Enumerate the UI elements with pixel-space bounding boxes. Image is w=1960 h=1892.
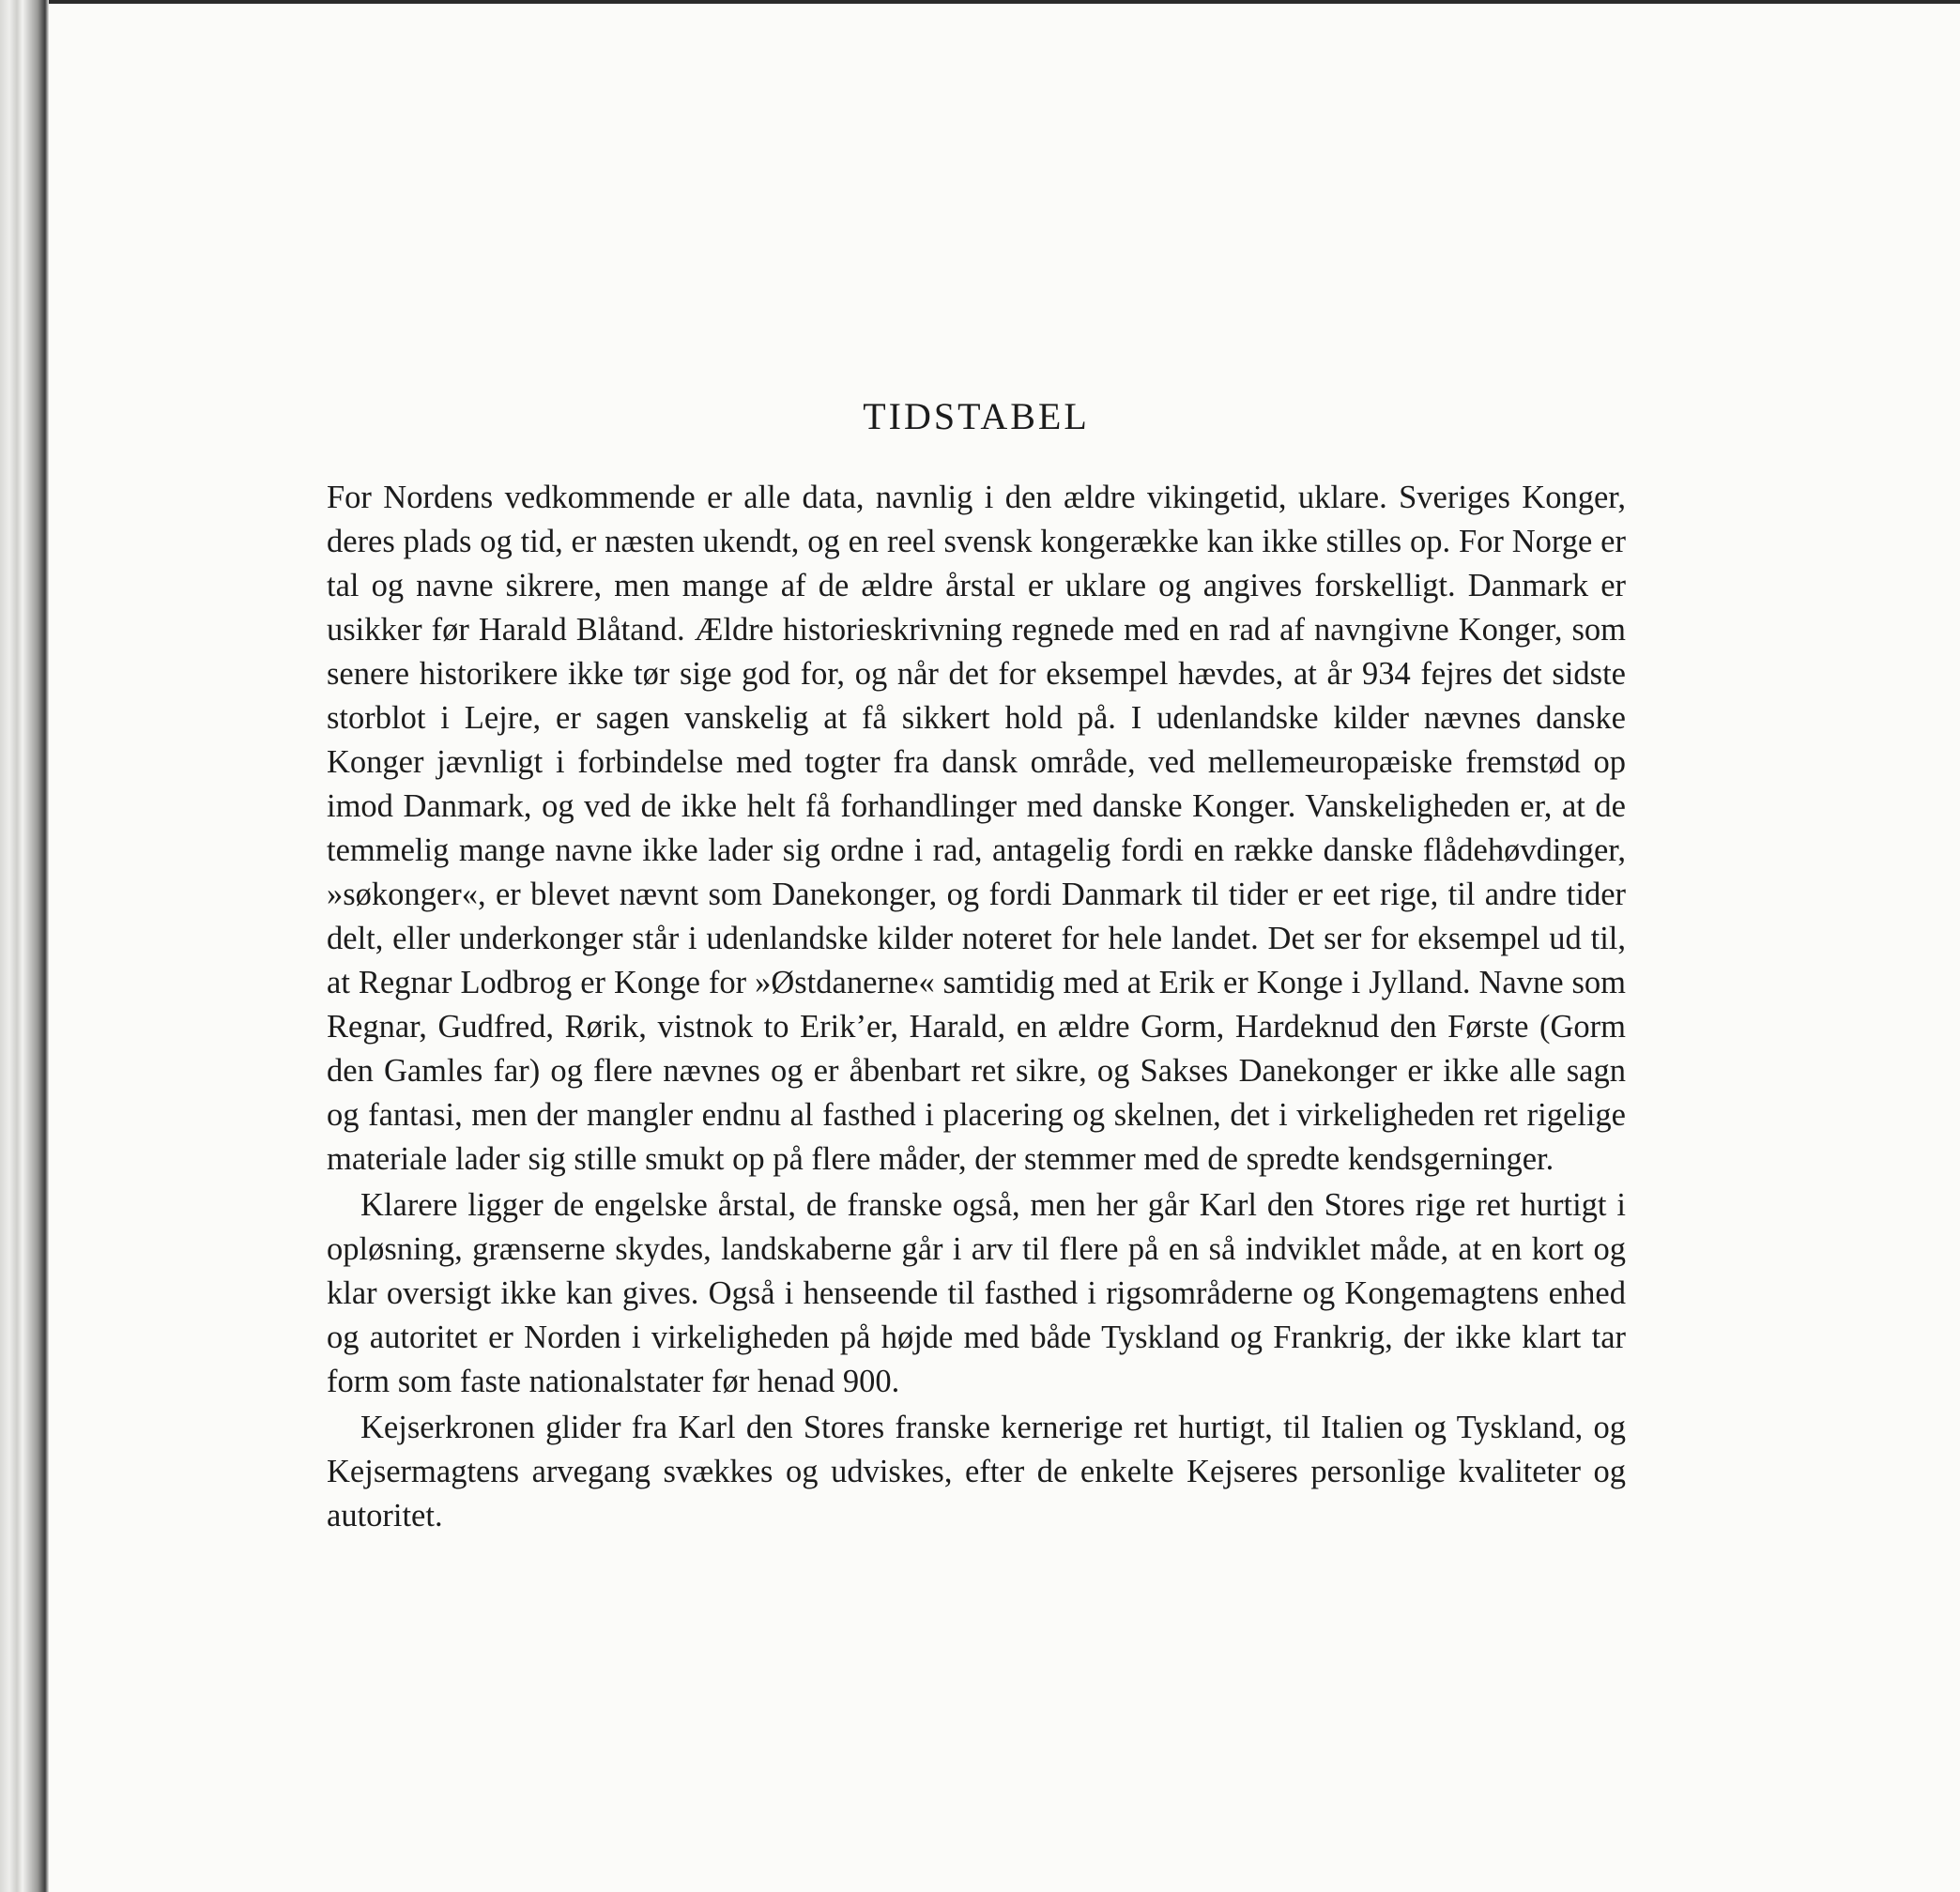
paragraph-1: For Nordens vedkommende er alle data, navnlig i den ældre vikingetid, uklare. Sveriges Konger, deres plads og tid, er næsten ukendt, og en reel svensk kongerække kan ikke stilles op. For Norge er tal og navne sikrere, men mange af de ældre årstal er uklare og angives forskelligt. Danmark er usikker før Harald Blåtand. Ældre historieskrivning regnede med en rad af navngivne Konger, som senere historikere ikke tør sige god for, og når det for eksempel hævdes, at år 934 fejres det sidste storblot i Lejre, er sagen vanskelig at få sikkert hold på. I udenlandske kilder nævnes danske Konger jævnligt i forbindelse med togter fra dansk område, ved mellemeuropæiske fremstød op imod Danmark, og ved de ikke helt få forhandlinger med danske Konger. Vanskeligheden er, at de temmelig mange navne ikke lader sig ordne i rad, antagelig fordi en række danske flådehøvdinger, »søkonger«, er blevet nævnt som Danekonger, og fordi Danmark til tider er eet rige, til andre tider delt, eller underkonger står i udenlandske kilder noteret for hele landet. Det ser for eksempel ud til, at Regnar Lodbrog er Konge for »Østdanerne« samtidig med at Erik er Konge i Jylland. Navne som Regnar, Gudfred, Rørik, vistnok to Erik’er, Harald, en ældre Gorm, Hardeknud den Første (Gorm den Gamles far) og flere nævnes og er åbenbart ret sikre, og Sakses Danekonger er ikke alle sagn og fantasi, men der mangler endnu al fasthed i placering og skelnen, det i virkeligheden ret rigelige materiale lader sig stille smukt op på flere måder, der stemmer med de spredte kendsgerninger. bbox=[327, 480, 1626, 1177]
paragraph-2: Klarere ligger de engelske årstal, de franske også, men her går Karl den Stores rige ret hurtigt i opløsning, grænserne skydes, landskaberne går i arv til flere på en så indviklet måde, at en kort og klar oversigt ikke kan gives. Også i henseende til fasthed i rigsområderne og Kongemagtens enhed og autoritet er Norden i virkeligheden på højde med både Tyskland og Frankrig, der ikke klart tar form som faste nationalstater før henad 900. bbox=[327, 1187, 1626, 1399]
paragraph-3: Kejserkronen glider fra Karl den Stores franske kernerige ret hurtigt, til Italien og Tyskland, og Kejsermagtens arvegang svækkes og udviskes, efter de enkelte Kejseres personlige kvaliteter og autoritet. bbox=[327, 1410, 1626, 1533]
page-content bbox=[327, 394, 1626, 1538]
page-top-edge bbox=[0, 0, 1960, 4]
book-binding-edge bbox=[0, 0, 49, 1892]
page-title: TIDSTABEL bbox=[863, 395, 1090, 437]
